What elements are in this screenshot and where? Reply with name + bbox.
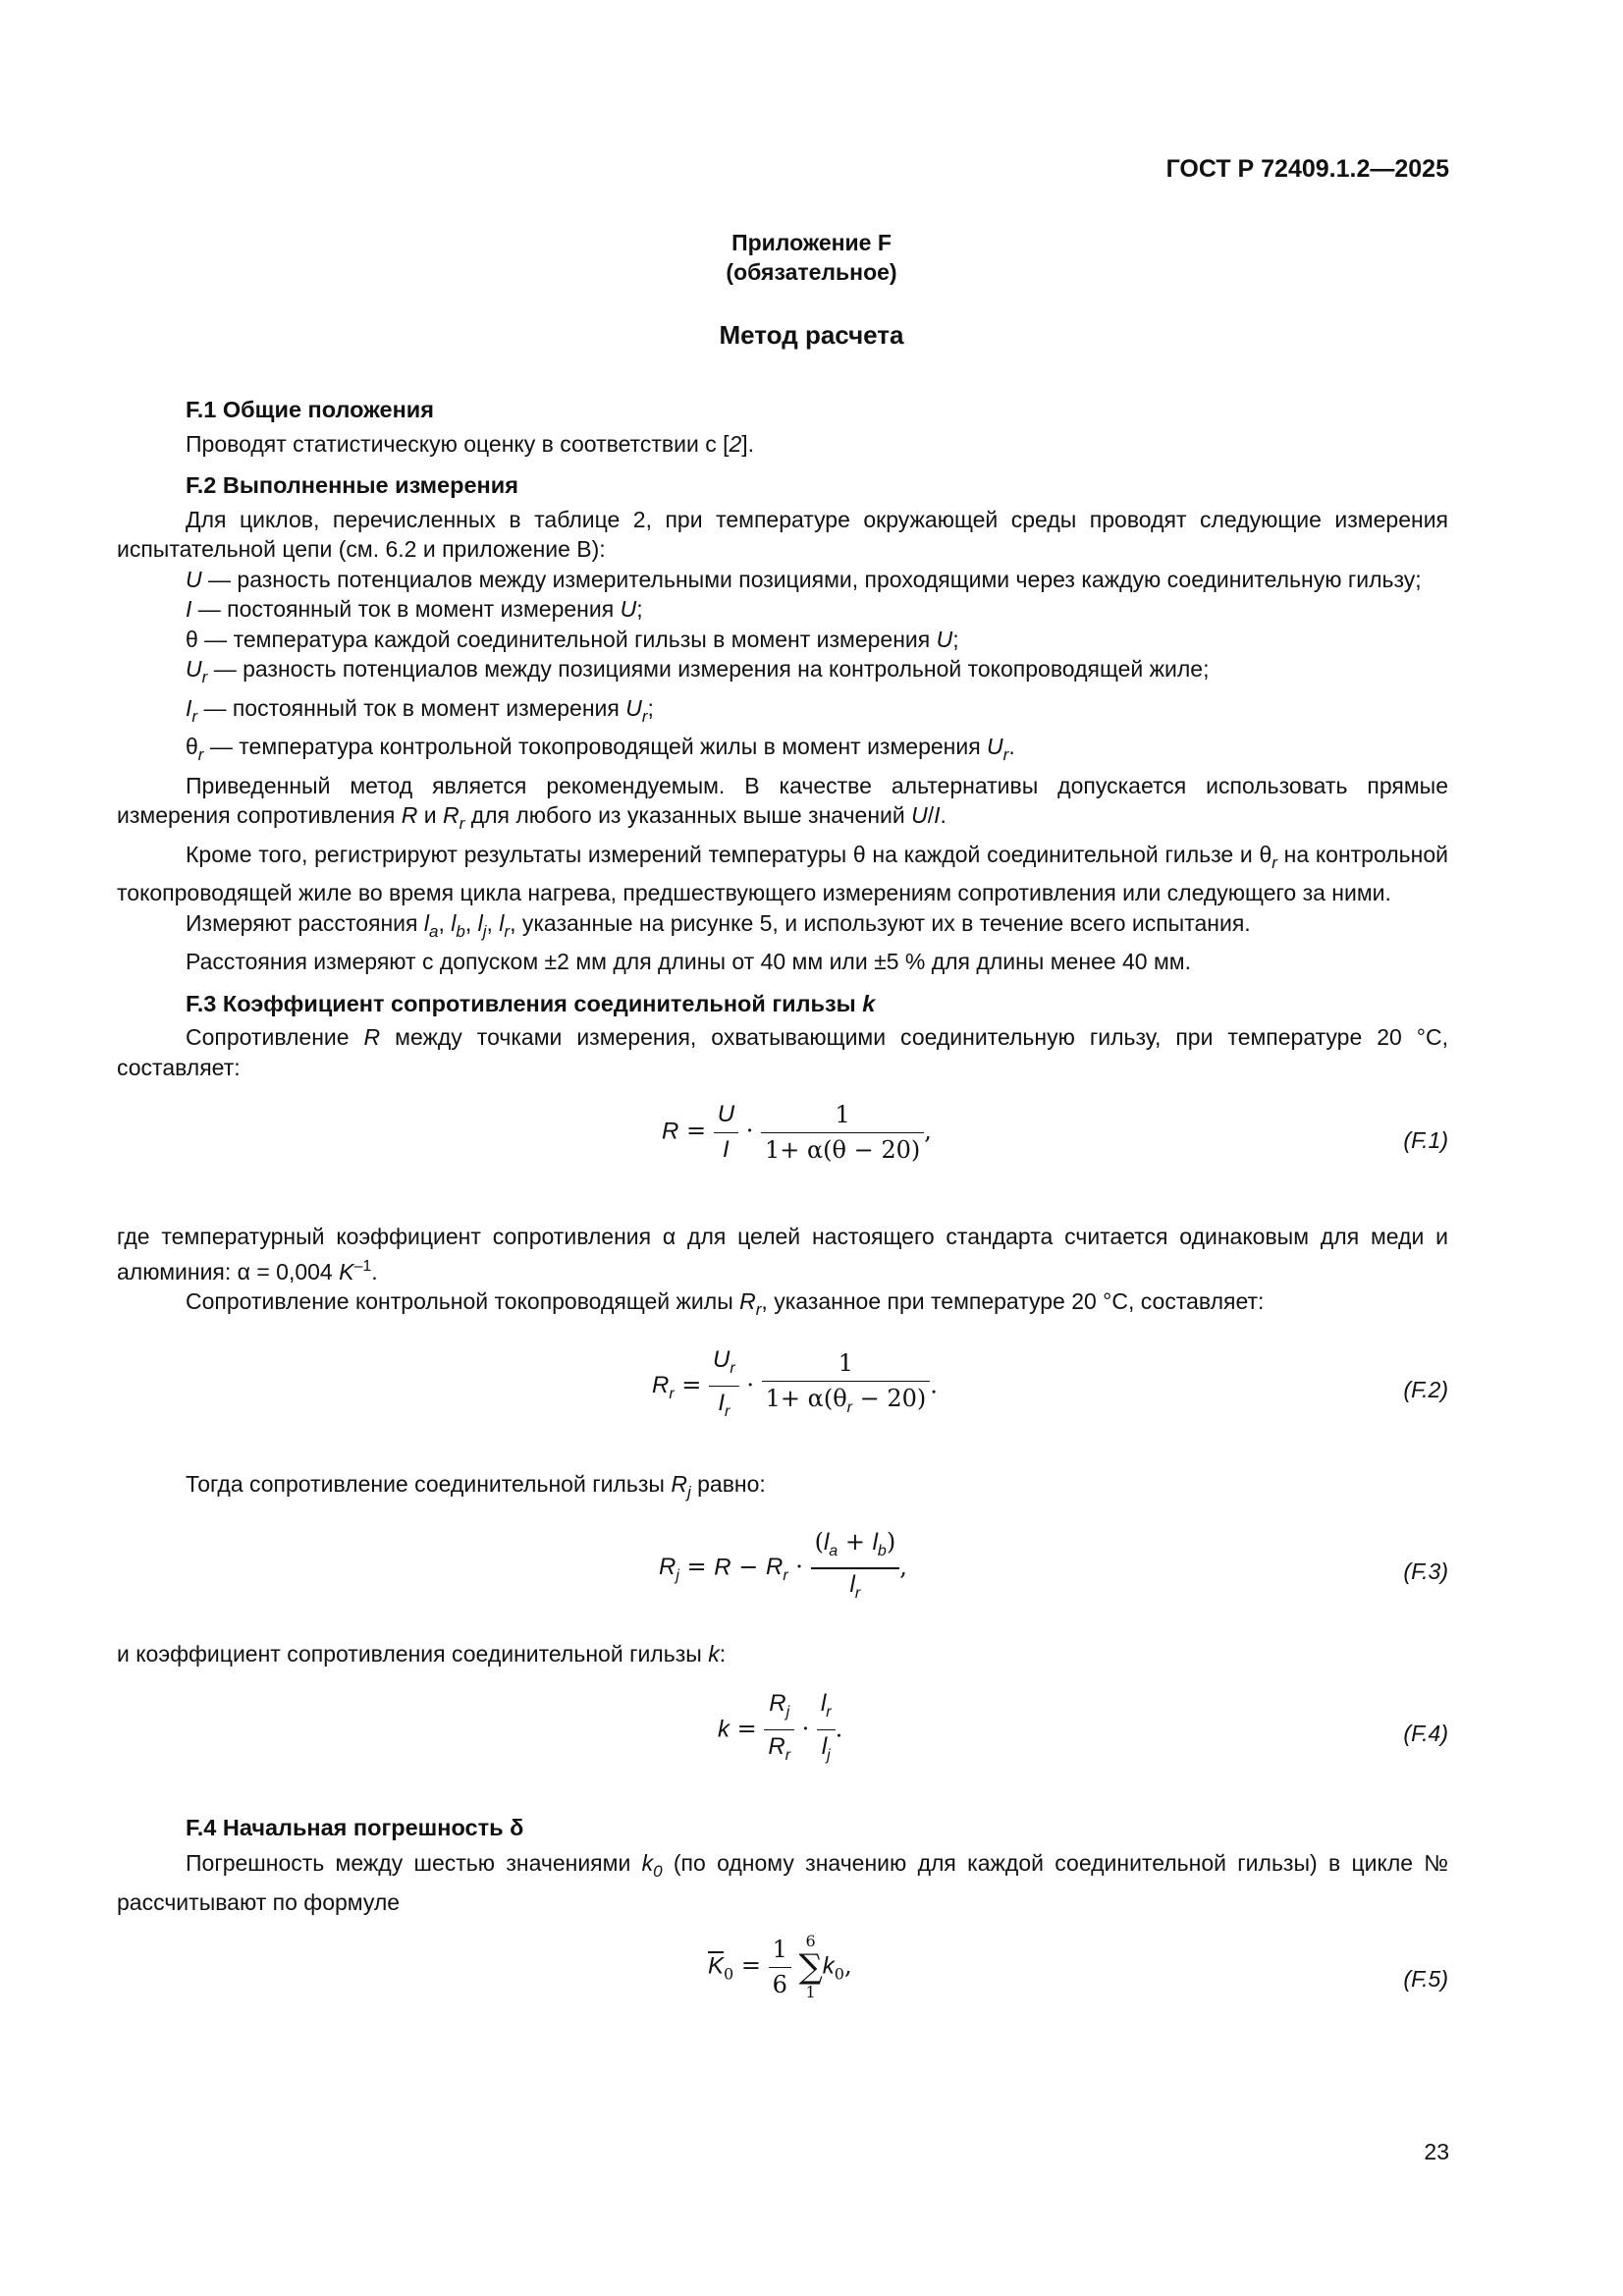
formula-f2 [117,1332,1448,1440]
f3-intro: Сопротивление R между точками измерения, охватывающими соединительную гильзу, при температуре 20 °C, составляет: [117,1024,1448,1080]
formula-f4 [117,1675,1448,1783]
formula-f4-expression: k = $\frac{R_j}{R_r}$ · $\frac{l_r}{l_j}$ . [718,1689,843,1764]
annex-label: Приложение F [731,230,892,255]
formula-f1 [117,1090,1448,1192]
formula-f3 [117,1513,1448,1621]
f2-alternative: Приведенный метод является рекомендуемым. В качестве альтернативы допускается использовать прямые измерения сопротивления R и $R_r$ для любого из указанных выше значений U/I. [117,772,1448,833]
def-theta: θ — температура каждой соединительной гильзы в момент измерения U; [186,626,959,652]
f2-tolerance: Расстояния измеряют с допуском ±2 мм для длины от 40 мм или ±5 % для длины менее 40 мм. [186,949,1191,974]
annex-heading [0,228,1623,287]
f2-distances: Измеряют расстояния $l_a$, $l_b$, $l_j$, $l_r$, указанные на рисунке 5, и используют их в течение всего испытания. [186,909,1251,941]
section-f1-text: Проводят статистическую оценку в соответствии с [2]. [186,430,755,457]
formula-f1-number: (F.1) [1403,1127,1448,1153]
page-number: 23 [1424,2139,1449,2164]
formula-f3-number: (F.3) [1403,1558,1448,1584]
def-ir: $I_r$ — постоянный ток в момент измерения $U_r$; [186,694,654,726]
formula-f2-number: (F.2) [1403,1376,1448,1402]
f3-where: где температурный коэффициент сопротивления α для целей настоящего стандарта считается одинаковым для меди и алюминия: α = 0,004 $K^{-1}$. [117,1224,1448,1285]
f2-extra: Кроме того, регистрируют результаты измерений температуры θ на каждой соединительной гильзе и $\theta_r$ на контрольной токопроводящей жиле во время цикла нагрева, предшествующего измерениям сопротивления или следующего за ними. [117,841,1449,905]
def-u: U — разность потенциалов между измерительными позициями, проходящими через каждую соединительную гильзу; [186,566,1422,592]
formula-f5 [117,1923,1448,2031]
f3-k-text: и коэффициент сопротивления соединительной гильзы k: [117,1641,727,1667]
section-f2-heading: F.2 Выполненные измерения [186,472,518,498]
f3-rj-text: Тогда сопротивление соединительной гильзы $R_j$ равно: [186,1470,766,1502]
formula-f1-expression: R = $\frac{U}{I}$ · $\frac{1}{1+ \alpha(\theta - 20)}$ , [662,1101,932,1164]
def-thetar: $\theta_r$ — температура контрольной токопроводящей жилы в момент измерения $U_r$. [186,734,1015,764]
formula-f5-number: (F.5) [1403,1966,1448,1992]
annex-status: (обязательное) [726,259,897,285]
f2-intro: Для циклов, перечисленных в таблице 2, при температуре окружающей среды проводят следующие измерения испытательной цепи (см. 6.2 и приложение B): [117,506,1448,562]
formula-f3-expression: $R_j = R - R_r$ · $\frac{(l_a + l_b)}{l_r}$ , [659,1527,907,1610]
formula-f2-expression: $R_r$ = $\frac{U_r}{I_r}$ · $\frac{1}{1+ \alpha(\theta_r - 20)}$ . [652,1345,938,1420]
formula-f5-expression: $\overline{K}_0$ = $\frac{1}{6}$ 6 ∑ $1k_0$, [708,1932,852,2001]
document-number: ГОСТ Р 72409.1.2—2025 [1165,155,1449,183]
def-i: I — постоянный ток в момент измерения U; [186,596,643,622]
def-ur: $U_r$ — разность потенциалов между позициями измерения на контрольной токопроводящей жиле; [186,656,1210,686]
section-f4-heading: F.4 Начальная погрешность δ [186,1814,524,1840]
formula-f4-number: (F.4) [1403,1720,1448,1746]
section-f1-heading: F.1 Общие положения [186,397,434,422]
section-f3-heading: F.3 Коэффициент сопротивления соединительной гильзы k [186,990,876,1016]
annex-title: Метод расчета [719,320,904,350]
f3-rr-text: Сопротивление контрольной токопроводящей жилы $R_r$, указанное при температуре 20 °C, составляет: [186,1288,1265,1319]
document-body [117,395,1448,2031]
f4-text: Погрешность между шестью значениями $k_0$ (по одному значению для каждой соединительной гильзы) в цикле № рассчитывают по формуле [117,1850,1449,1915]
